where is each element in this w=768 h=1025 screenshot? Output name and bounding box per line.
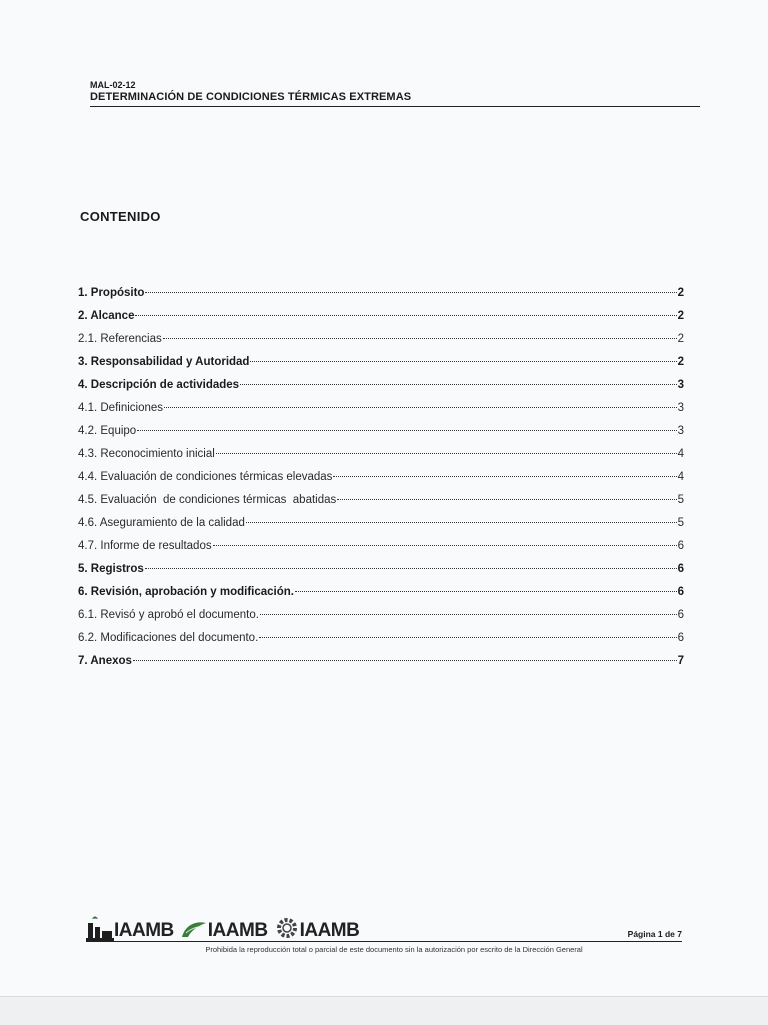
toc-dot-leader (133, 660, 677, 661)
toc-entry-page: 4 (677, 448, 684, 460)
toc-entry-page: 5 (677, 517, 684, 529)
table-of-contents (78, 282, 684, 673)
toc-entry-page: 2 (677, 356, 684, 368)
toc-entry-label: 4.3. Reconocimiento inicial (78, 448, 215, 460)
factory-icon (86, 913, 114, 941)
document-header (90, 80, 700, 107)
toc-entry-page: 2 (677, 310, 684, 322)
toc-entry-page: 6 (677, 632, 684, 644)
logo-text: IAAMB (114, 920, 174, 941)
toc-entry (78, 604, 684, 627)
toc-entry (78, 581, 684, 604)
toc-entry-label: 4.5. Evaluación de condiciones térmicas abatidas (78, 494, 337, 506)
logo-quality (274, 915, 360, 941)
document-title: DETERMINACIÓN DE CONDICIONES TÉRMICAS EXTREMAS (90, 91, 412, 103)
toc-entry (78, 489, 684, 512)
toc-entry (78, 535, 684, 558)
toc-dot-leader (213, 545, 677, 546)
footer-divider (86, 941, 682, 942)
toc-entry (78, 328, 684, 351)
document-code: MAL-02-12 (90, 80, 136, 90)
toc-entry (78, 351, 684, 374)
toc-entry (78, 558, 684, 581)
toc-entry-label: 4.6. Aseguramiento de la calidad (78, 517, 245, 529)
toc-entry-page: 6 (677, 609, 684, 621)
toc-dot-leader (250, 361, 676, 362)
toc-entry-label: 4. Descripción de actividades (78, 379, 240, 391)
toc-entry-label: 5. Registros (78, 563, 144, 575)
toc-entry (78, 650, 684, 673)
leaf-icon (180, 919, 208, 941)
toc-entry (78, 420, 684, 443)
toc-dot-leader (337, 499, 676, 500)
toc-entry (78, 282, 684, 305)
toc-entry-page: 3 (677, 379, 684, 391)
toc-entry-label: 2. Alcance (78, 310, 135, 322)
toc-dot-leader (333, 476, 676, 477)
footer-logos (86, 897, 365, 941)
toc-dot-leader (163, 338, 677, 339)
toc-entry-page: 6 (677, 586, 684, 598)
toc-dot-leader (259, 637, 676, 638)
toc-entry-label: 6.1. Revisó y aprobó el documento. (78, 609, 259, 621)
toc-entry-page: 4 (677, 471, 684, 483)
toc-dot-leader (164, 407, 677, 408)
toc-entry-label: 4.4. Evaluación de condiciones térmicas elevadas (78, 471, 333, 483)
toc-entry (78, 466, 684, 489)
logo-text: IAAMB (207, 920, 268, 941)
logo-environmental (180, 919, 268, 941)
toc-entry-label: 1. Propósito (78, 287, 145, 299)
toc-dot-leader (295, 591, 677, 592)
toc-entry (78, 397, 684, 420)
toc-entry-page: 6 (677, 563, 684, 575)
toc-entry-page: 5 (677, 494, 684, 506)
contents-heading: CONTENIDO (80, 209, 161, 224)
toc-entry-label: 7. Anexos (78, 655, 132, 667)
toc-entry-label: 6.2. Modificaciones del documento. (78, 632, 259, 644)
toc-dot-leader (145, 568, 677, 569)
toc-entry-page: 6 (677, 540, 684, 552)
toc-dot-leader (246, 522, 677, 523)
logo-text: IAAMB (299, 920, 360, 941)
toc-entry-label: 4.2. Equipo (78, 425, 137, 437)
toc-entry (78, 443, 684, 466)
toc-entry-page: 7 (677, 655, 684, 667)
toc-dot-leader (137, 430, 676, 431)
footer-notice: Prohibida la reproducción total o parcial de este documento sin la autorización por escrito de la Dirección General (205, 945, 583, 954)
toc-entry-page: 2 (677, 287, 684, 299)
page-number: Página 1 de 7 (627, 929, 682, 939)
toc-entry-label: 4.7. Informe de resultados (78, 540, 212, 552)
toc-entry-label: 6. Revisión, aprobación y modificación. (78, 586, 294, 598)
toc-dot-leader (145, 292, 676, 293)
toc-entry-label: 3. Responsabilidad y Autoridad (78, 356, 250, 368)
toc-entry-label: 2.1. Referencias (78, 333, 162, 345)
toc-entry (78, 512, 684, 535)
toc-entry (78, 627, 684, 650)
gear-icon (274, 915, 300, 941)
toc-entry-page: 2 (677, 333, 684, 345)
toc-entry (78, 305, 684, 328)
logo-industrial (86, 913, 174, 941)
toc-dot-leader (240, 384, 677, 385)
toc-dot-leader (135, 315, 676, 316)
toc-dot-leader (216, 453, 677, 454)
toc-entry-label: 4.1. Definiciones (78, 402, 164, 414)
document-footer (86, 897, 682, 961)
toc-entry (78, 374, 684, 397)
next-page-edge (0, 996, 768, 1025)
toc-entry-page: 3 (677, 402, 684, 414)
toc-entry-page: 3 (677, 425, 684, 437)
toc-dot-leader (260, 614, 677, 615)
